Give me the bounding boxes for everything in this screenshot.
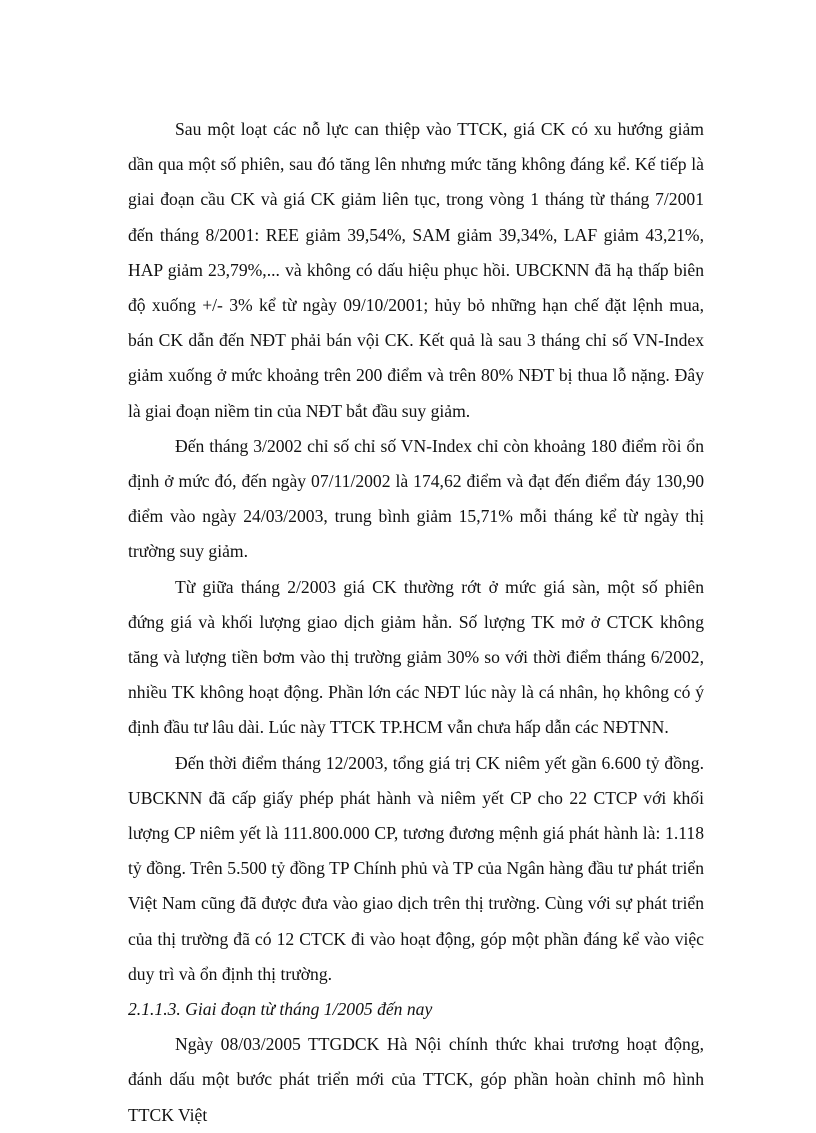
document-page [128, 112, 704, 1133]
paragraph-vn-index-2002: Đến tháng 3/2002 chỉ số chỉ số VN-Index chỉ còn khoảng 180 điểm rồi ổn định ở mức đó, đến ngày 07/11/2002 là 174,62 điểm và đạt đến điểm đáy 130,90 điểm vào ngày 24/03/2003, trung bình giảm 15,71% mỗi tháng kể từ ngày thị trường suy giảm. [128, 435, 704, 562]
paragraph-mid-2003: Từ giữa tháng 2/2003 giá CK thường rớt ở mức giá sàn, một số phiên đứng giá và khối lượng giao dịch giảm hẳn. Số lượng TK mở ở CTCK không tăng và lượng tiền bơm vào thị trường giảm 30% so với thời điểm tháng 6/2002, nhiều TK không hoạt động. Phần lớn các NĐT lúc này là cá nhân, họ không có ý định đầu tư lâu dài. Lúc này TTCK TP.HCM vẫn chưa hấp dẫn các NĐTNN. [128, 576, 704, 738]
paragraph-market-decline-2001: Sau một loạt các nỗ lực can thiệp vào TTCK, giá CK có xu hướng giảm dần qua một số phiên, sau đó tăng lên nhưng mức tăng không đáng kể. Kế tiếp là giai đoạn cầu CK và giá CK giảm liên tục, trong vòng 1 tháng từ tháng 7/2001 đến tháng 8/2001: REE giảm 39,54%, SAM giảm 39,34%, LAF giảm 43,21%, HAP giảm 23,79%,... và không có dấu hiệu phục hồi. UBCKNN đã hạ thấp biên độ xuống +/- 3% kể từ ngày 09/10/2001; hủy bỏ những hạn chế đặt lệnh mua, bán CK dẫn đến NĐT phải bán vội CK. Kết quả là sau 3 tháng chỉ số VN-Index giảm xuống ở mức khoảng trên 200 điểm và trên 80% NĐT bị thua lỗ nặng. Đây là giai đoạn niềm tin của NĐT bắt đầu suy giảm. [128, 119, 704, 421]
paragraph-hanoi-exchange: Ngày 08/03/2005 TTGDCK Hà Nội chính thức khai trương hoạt động, đánh dấu một bước phát triển mới của TTCK, góp phần hoàn chỉnh mô hình TTCK Việt [128, 1034, 704, 1125]
section-heading: 2.1.1.3. Giai đoạn từ tháng 1/2005 đến nay [128, 999, 433, 1020]
paragraph-december-2003: Đến thời điểm tháng 12/2003, tổng giá trị CK niêm yết gần 6.600 tỷ đồng. UBCKNN đã cấp giấy phép phát hành và niêm yết CP cho 22 CTCP với khối lượng CP niêm yết là 111.800.000 CP, tương đương mệnh giá phát hành là: 1.118 tỷ đồng. Trên 5.500 tỷ đồng TP Chính phủ và TP của Ngân hàng đầu tư phát triển Việt Nam cũng đã được đưa vào giao dịch trên thị trường. Cùng với sự phát triển của thị trường đã có 12 CTCK đi vào hoạt động, góp một phần đáng kể vào việc duy trì và ổn định thị trường. [128, 752, 704, 984]
